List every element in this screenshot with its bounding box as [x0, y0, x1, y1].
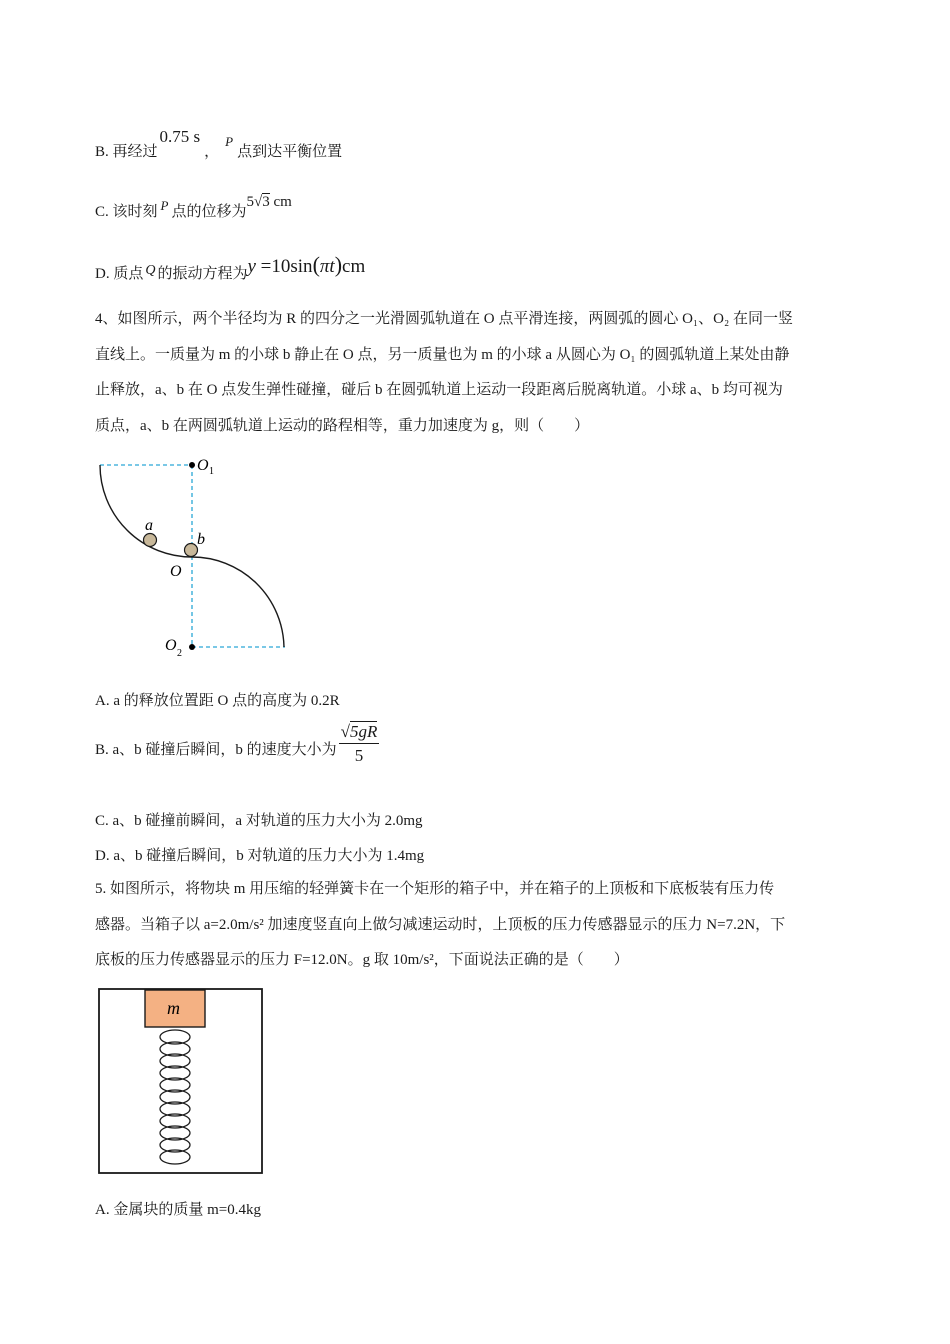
- speed-fraction: $\frac{√5gR}{5}$: [340, 722, 378, 765]
- stem-line: 止释放，a、b 在 O 点发生弹性碰撞，碰后 b 在圆弧轨道上运动一段距离后脱离轨道。小球 a、b 均可视为: [95, 382, 783, 398]
- q3-option-c: [95, 194, 292, 221]
- q3-option-b: B. 再经过0.75 s，P点到达平衡位置: [95, 127, 343, 160]
- option-text: 点到达平衡位置: [237, 144, 343, 160]
- label-o2: O: [165, 637, 177, 654]
- center-o2-dot: [189, 644, 195, 650]
- option-text: B. 再经过: [95, 144, 158, 160]
- label-o2-sub: 2: [177, 648, 182, 659]
- q3-option-d: [95, 252, 366, 284]
- stem-line: 4、如图所示，两个半径均为 R 的四分之一光滑圆弧轨道在 O 点平滑连接，两圆弧的圆心 O₁、O₂ 在同一竖: [95, 311, 793, 327]
- q4-option-c: C. a、b 碰撞前瞬间，a 对轨道的压力大小为 2.0mg: [95, 813, 423, 829]
- q5-stem: [95, 872, 867, 979]
- label-a: a: [145, 517, 153, 534]
- vibration-equation: y =10sin(πt)cm: [247, 252, 366, 277]
- label-m: m: [167, 998, 180, 1018]
- point-p: P: [225, 134, 234, 149]
- label-o: O: [170, 563, 182, 580]
- label-o1: O: [197, 457, 209, 474]
- q4-option-b: [95, 722, 379, 766]
- q4-option-a: A. a 的释放位置距 O 点的高度为 0.2R: [95, 693, 340, 709]
- q4-option-d: D. a、b 碰撞后瞬间，b 对轨道的压力大小为 1.4mg: [95, 848, 425, 864]
- q4-stem: [95, 302, 867, 444]
- track-arc-lower: [192, 557, 284, 647]
- stem-line: 底板的压力传感器显示的压力 F=12.0N。g 取 10m/s²，下面说法正确的是（ ）: [95, 952, 629, 968]
- q5-option-a: A. 金属块的质量 m=0.4kg: [95, 1202, 261, 1218]
- ball-a: [144, 534, 157, 547]
- displacement-value: 5√3 cm: [246, 194, 292, 210]
- stem-line: 质点，a、b 在两圆弧轨道上运动的路程相等，重力加速度为 g，则（ ）: [95, 417, 590, 434]
- label-o1-sub: 1: [209, 466, 214, 477]
- ball-b: [185, 544, 198, 557]
- label-b: b: [197, 531, 205, 548]
- option-text: C. 该时刻: [95, 204, 158, 220]
- q4-track-figure: [95, 452, 295, 662]
- option-text: 点的位移为: [171, 204, 247, 220]
- time-value: 0.75 s: [159, 127, 201, 146]
- stem-line: 感器。当箱子以 a=2.0m/s² 加速度竖直向上做匀减速运动时，上顶板的压力传感器显示的压力 N=7.2N，下: [95, 916, 786, 933]
- option-text: 的振动方程为: [157, 266, 248, 282]
- point-q: Q: [145, 263, 156, 278]
- center-o1-dot: [189, 462, 195, 468]
- point-p: P: [160, 198, 169, 213]
- stem-line: 直线上。一质量为 m 的小球 b 静止在 O 点，另一质量也为 m 的小球 a 从圆心为 O₁ 的圆弧轨道上某处由静: [95, 346, 790, 363]
- spring: [160, 1030, 190, 1164]
- stem-line: 5. 如图所示，将物块 m 用压缩的轻弹簧卡在一个矩形的箱子中，并在箱子的上顶板和下底板装有压力传: [95, 881, 775, 897]
- option-text: D. 质点: [95, 266, 144, 282]
- option-text: B. a、b 碰撞后瞬间，b 的速度大小为: [95, 742, 337, 759]
- q5-box-figure: [97, 987, 267, 1177]
